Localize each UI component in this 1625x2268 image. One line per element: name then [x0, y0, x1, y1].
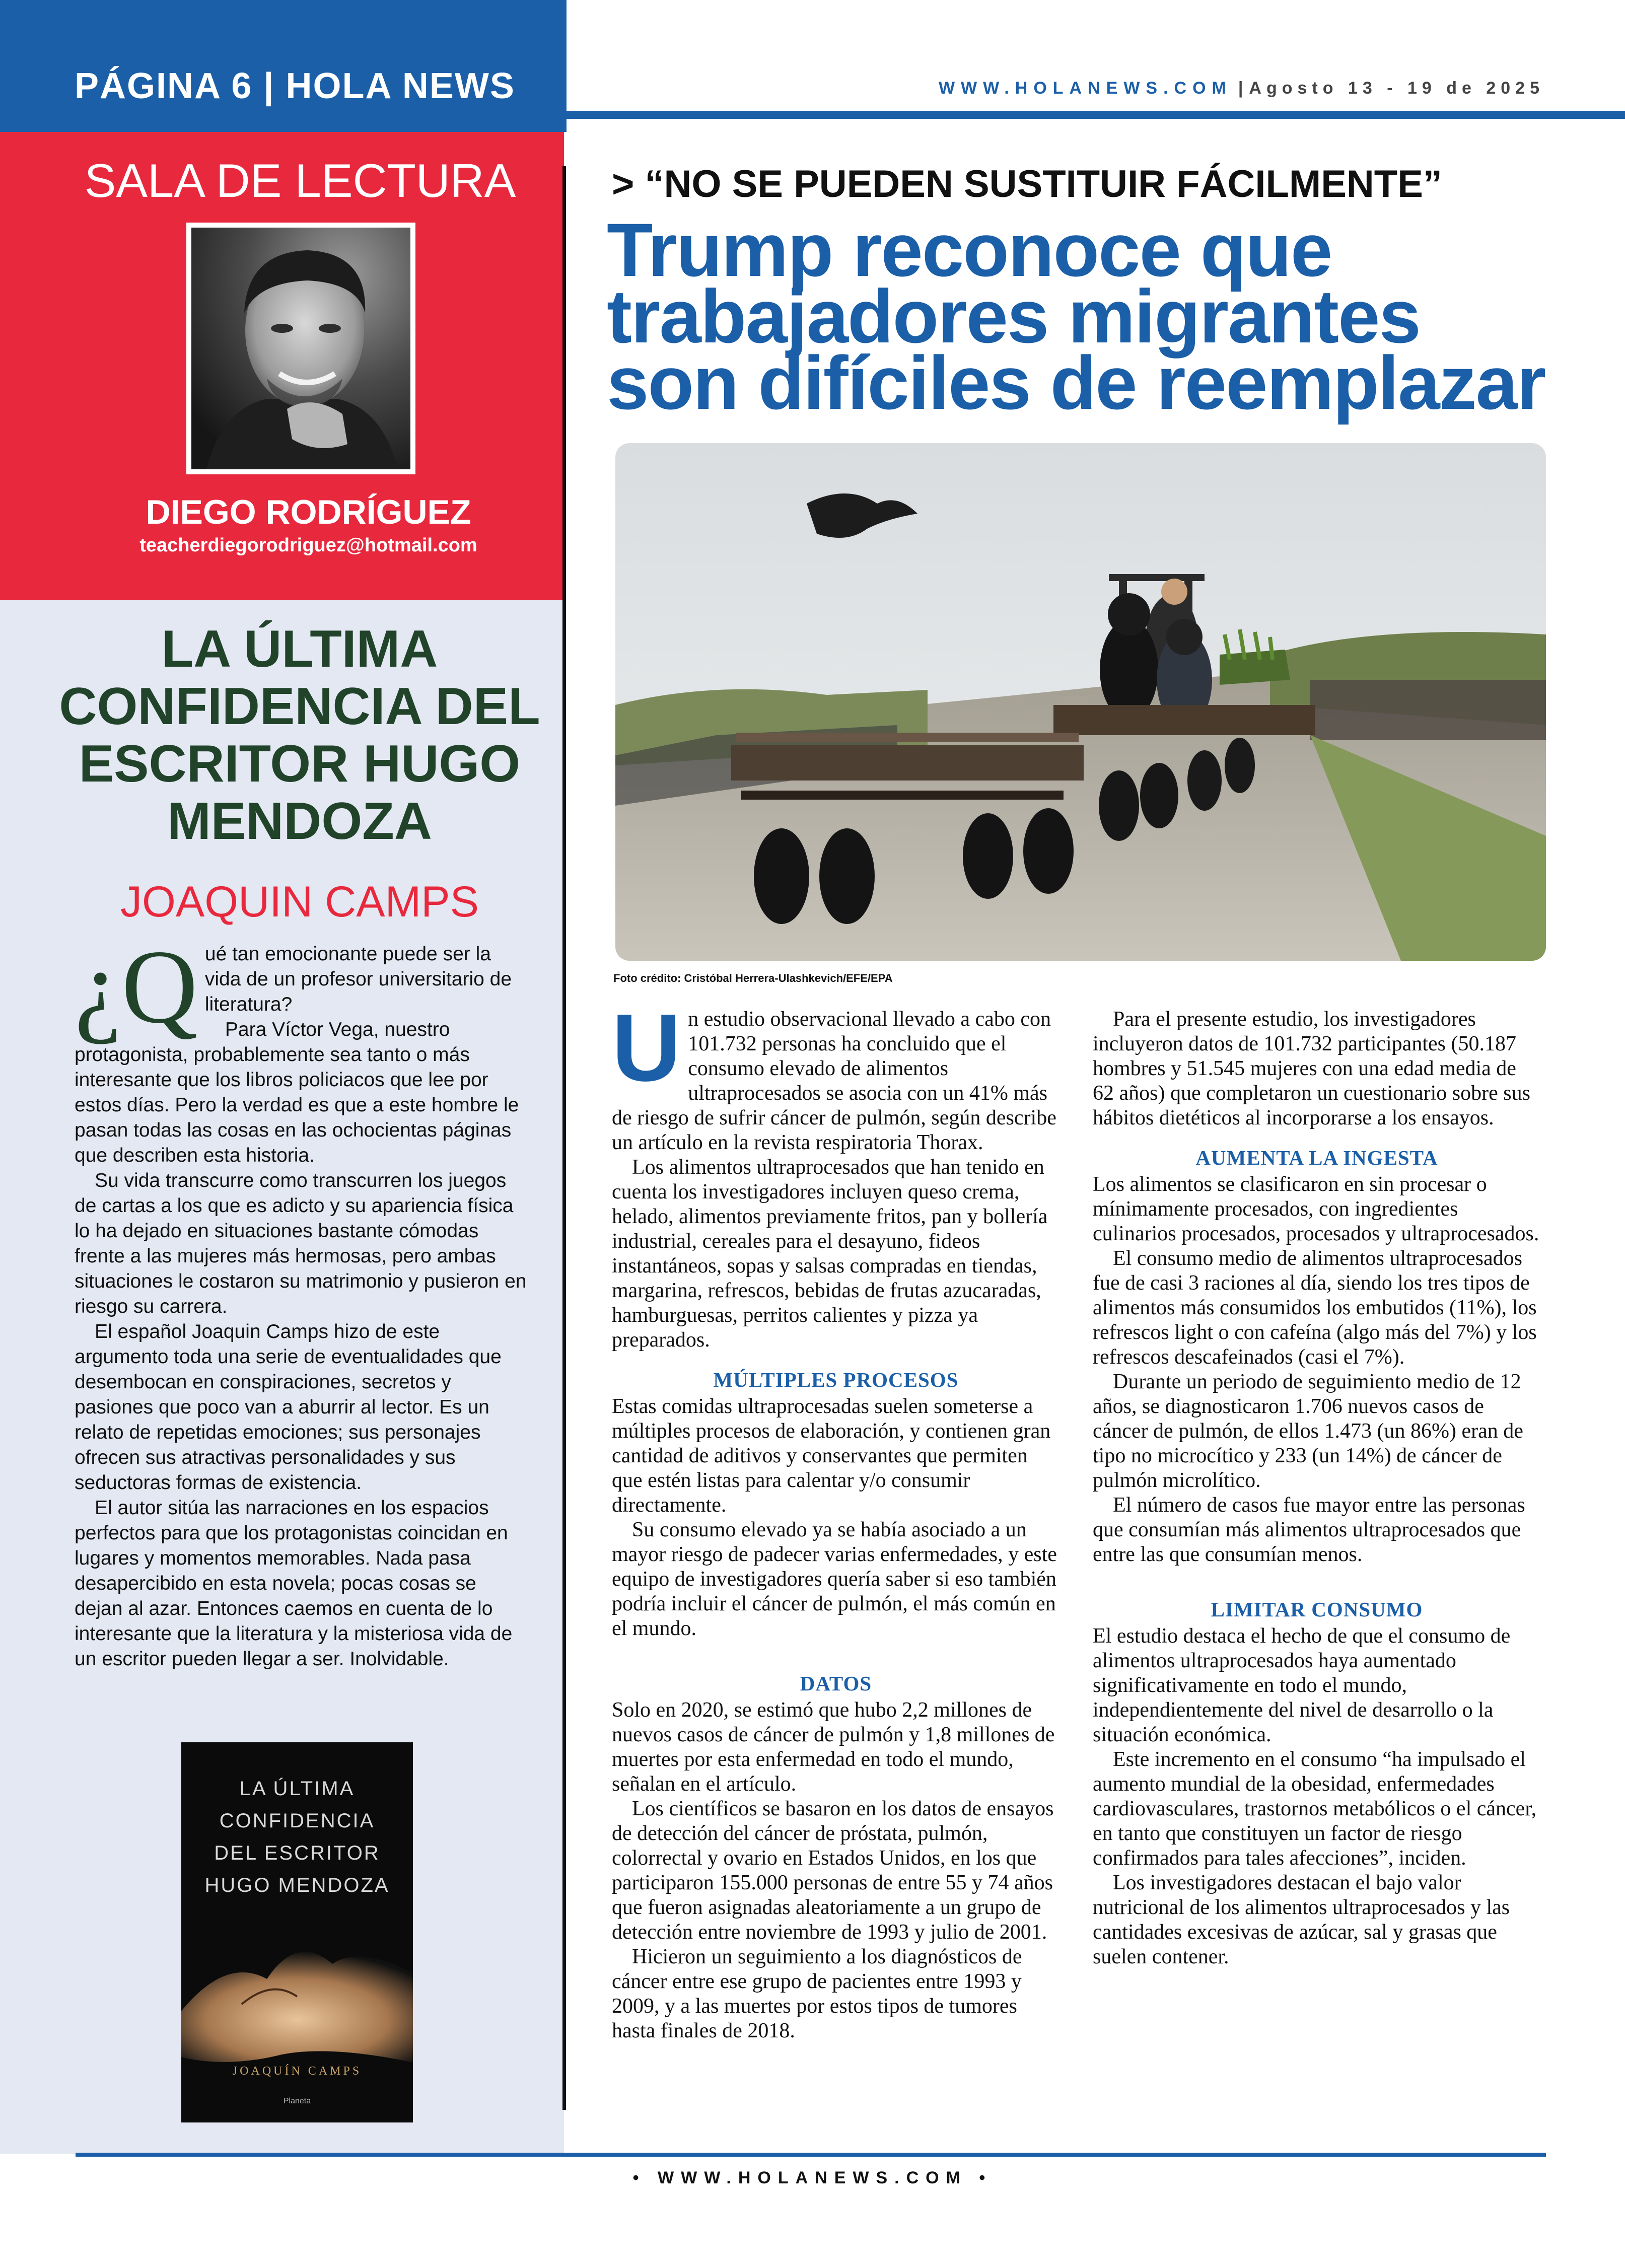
website-link[interactable]: WWW.HOLANEWS.COM: [938, 79, 1232, 98]
section-title: SALA DE LECTURA: [84, 154, 516, 207]
book-review-body: [75, 929, 528, 1672]
header-info: [939, 79, 1544, 98]
book-cover-author: JOAQUÍN CAMPS: [232, 2065, 362, 2078]
article-subhead: AUMENTA LA INGESTA: [1195, 1146, 1438, 1169]
photo-credit: Foto crédito: Cristóbal Herrera-Ulashkevich/EFE/EPA: [613, 972, 893, 984]
article-photo: [615, 443, 1546, 961]
issue-date: Agosto 13 - 19 de 2025: [1249, 79, 1544, 98]
drop-cap: U: [612, 995, 681, 1101]
article-paragraph: Los alimentos ultraprocesados que han tenido en cuenta los investigadores incluyen queso crema, helado, alimentos previamente fritos, pan y bollería industrial, cereales para el desayuno, fideos instantáneos, sopas y salsas compradas en tiendas, margarina, refrescos, bebidas de frutas azucaradas, hamburguesas, perritos calientes y pizza ya preparados.: [612, 1156, 1048, 1352]
article-subhead: LIMITAR CONSUMO: [1211, 1598, 1423, 1621]
review-paragraph: Para Víctor Vega, nuestro protagonista, probablemente sea tanto o más interesante que los libros policiacos que lee por estos días. Pero la verdad es que a este hombre le pasan todas las cosas en las ochocientas páginas que describen esta historia.: [75, 1019, 519, 1166]
footer-rule: [76, 2153, 1546, 2157]
farm-workers-image: [615, 443, 1546, 961]
article-subhead: MÚLTIPLES PROCESOS: [713, 1368, 959, 1391]
review-paragraph: El autor sitúa las narraciones en los espacios perfectos para que los protagonistas coincidan en lugares y momentos memorables. Nada pasa desapercibido en esta novela; pocas cosas se dejan al azar. Entonces caemos en cuenta de lo interesante que la literatura y la misteriosa vida de un escritor pueden llegar a ser. Inolvidable.: [75, 1497, 513, 1670]
article-subhead: DATOS: [800, 1672, 872, 1695]
column-divider: [562, 166, 566, 2110]
header-rule: [567, 111, 1625, 119]
article-column-1: [612, 995, 1060, 2043]
article-paragraph: El número de casos fue mayor entre las personas que consumían más alimentos ultraprocesados que entre las que consumían menos.: [1093, 1494, 1525, 1566]
review-paragraph: ¿Q ué tan emocionante puede ser la vida de un profesor universitario de literatura?: [75, 929, 512, 1045]
article-paragraph: Los científicos se basaron en los datos de ensayos de detección del cáncer de próstata, pulmón, colorrectal y ovario en Estados Unidos, en los que participaron 155.000 personas de entre 55 y 74 años que fueron asignadas aleatoriamente a un grupo de detección entre noviembre de 1993 y julio de 2001.: [612, 1797, 1054, 1944]
article-paragraph: Hicieron un seguimiento a los diagnósticos de cáncer entre ese grupo de pacientes entre 1993 y 2009, y a las muertes por estos tipos de tumores hasta finales de 2018.: [612, 1945, 1022, 2042]
book-author-name: JOAQUIN CAMPS: [120, 878, 479, 926]
author-name: DIEGO RODRÍGUEZ: [146, 493, 471, 531]
article-headline: Trump reconoce que trabajadores migrantes son difíciles de reemplazar: [607, 207, 1545, 425]
book-cover-title: LA ÚLTIMA CONFIDENCIA DEL ESCRITOR HUGO MENDOZA: [204, 1778, 390, 1896]
article-paragraph: Solo en 2020, se estimó que hubo 2,2 millones de nuevos casos de cáncer de pulmón y 1,8 millones de muertes por esta enfermedad en todo el mundo, señalan en el artículo.: [612, 1698, 1055, 1796]
article-paragraph: Estas comidas ultraprocesadas suelen someterse a múltiples procesos de elaboración, y contienen gran cantidad de aditivos y conservantes que permiten que estén listas para calentar y/o consumir directamente.: [612, 1395, 1051, 1517]
publisher-logo: Planeta: [283, 2097, 311, 2105]
review-paragraph: Su vida transcurre como transcurren los juegos de cartas a los que es adicto y su apariencia física lo ha dejado en situaciones bastante cómodas frente a las mujeres más hermosas, pero ambas situaciones le costaron su matrimonio y pusieron en riesgo su carrera.: [75, 1170, 527, 1317]
footer-website-link[interactable]: • WWW.HOLANEWS.COM •: [632, 2168, 993, 2187]
author-portrait-image: [191, 228, 410, 469]
article-paragraph: El estudio destaca el hecho de que el consumo de alimentos ultraprocesados haya aumentado significativamente en todo el mundo, independientemente del nivel de desarrollo o la situación económica.: [1093, 1624, 1511, 1746]
book-cover-image: [181, 1742, 413, 2122]
article-paragraph: Los investigadores destacan el bajo valor nutricional de los alimentos ultraprocesados y las cantidades excesivas de azúcar, sal y grasas que suelen contener.: [1093, 1871, 1510, 1968]
page-label: PÁGINA 6 | HOLA NEWS: [75, 66, 515, 106]
author-photo: [186, 223, 415, 474]
author-email-link[interactable]: teacherdiegorodriguez@hotmail.com: [139, 535, 477, 556]
article-paragraph: Los alimentos se clasificaron en sin procesar o mínimamente procesados, con ingredientes culinarios procesados, procesados y ultraprocesados.: [1093, 1173, 1539, 1245]
article-column-2: [1093, 1007, 1541, 1969]
article-paragraph: El consumo medio de alimentos ultraprocesados fue de casi 3 raciones al día, siendo los tres tipos de alimentos más consumidos los embutidos (11%), los refrescos light o con cafeína (algo más del 7%) y los refrescos descafeinados (casi el 7%).: [1093, 1247, 1537, 1369]
article-paragraph: Para el presente estudio, los investigadores incluyeron datos de 101.732 participantes (50.187 hombres y 51.545 mujeres con una edad media de 62 años) que completaron un cuestionario sobre sus hábitos dietéticos al incorporarse a los ensayos.: [1093, 1008, 1530, 1129]
article-paragraph: Este incremento en el consumo “ha impulsado el aumento mundial de la obesidad, enfermedades cardiovasculares, trastornos metabólicos o el cáncer, en tanto que constituyen un factor de riesgo confirmados para tales afecciones”, inciden.: [1093, 1748, 1537, 1870]
drop-cap: ¿Q: [75, 929, 198, 1045]
book-review-title: LA ÚLTIMA CONFIDENCIA DEL ESCRITOR HUGO MENDOZA: [59, 620, 540, 851]
article-paragraph: Su consumo elevado ya se había asociado a un mayor riesgo de padecer varias enfermedades, y este equipo de investigadores quería saber si eso también podría incluir el cáncer de pulmón, el más común en el mundo.: [612, 1518, 1057, 1640]
header-separator: |: [1238, 79, 1243, 98]
article-kicker: > “NO SE PUEDEN SUSTITUIR FÁCILMENTE”: [612, 163, 1442, 205]
article-paragraph: Durante un periodo de seguimiento medio de 12 años, se diagnosticaron 1.706 nuevos casos de cáncer de pulmón, de ellos 1.473 (un 86%) eran de tipo no microcítico y 233 (un 14%) de cáncer de pulmón microlítico.: [1093, 1370, 1523, 1492]
review-paragraph: El español Joaquin Camps hizo de este argumento toda una serie de eventualidades que desembocan en conspiraciones, secretos y pasiones que poco van a aburrir al lector. Es un relato de repetidas emociones; sus personajes ofrecen sus atractivas personalidades y sus seductoras formas de existencia.: [75, 1321, 502, 1494]
article-paragraph: Un estudio observacional llevado a cabo con 101.732 personas ha concluido que el consumo elevado de alimentos ultraprocesados se asocia con un 41% más de riesgo de sufrir cáncer de pulmón, según describe un artículo en la revista respiratoria Thorax.: [612, 995, 1056, 1154]
